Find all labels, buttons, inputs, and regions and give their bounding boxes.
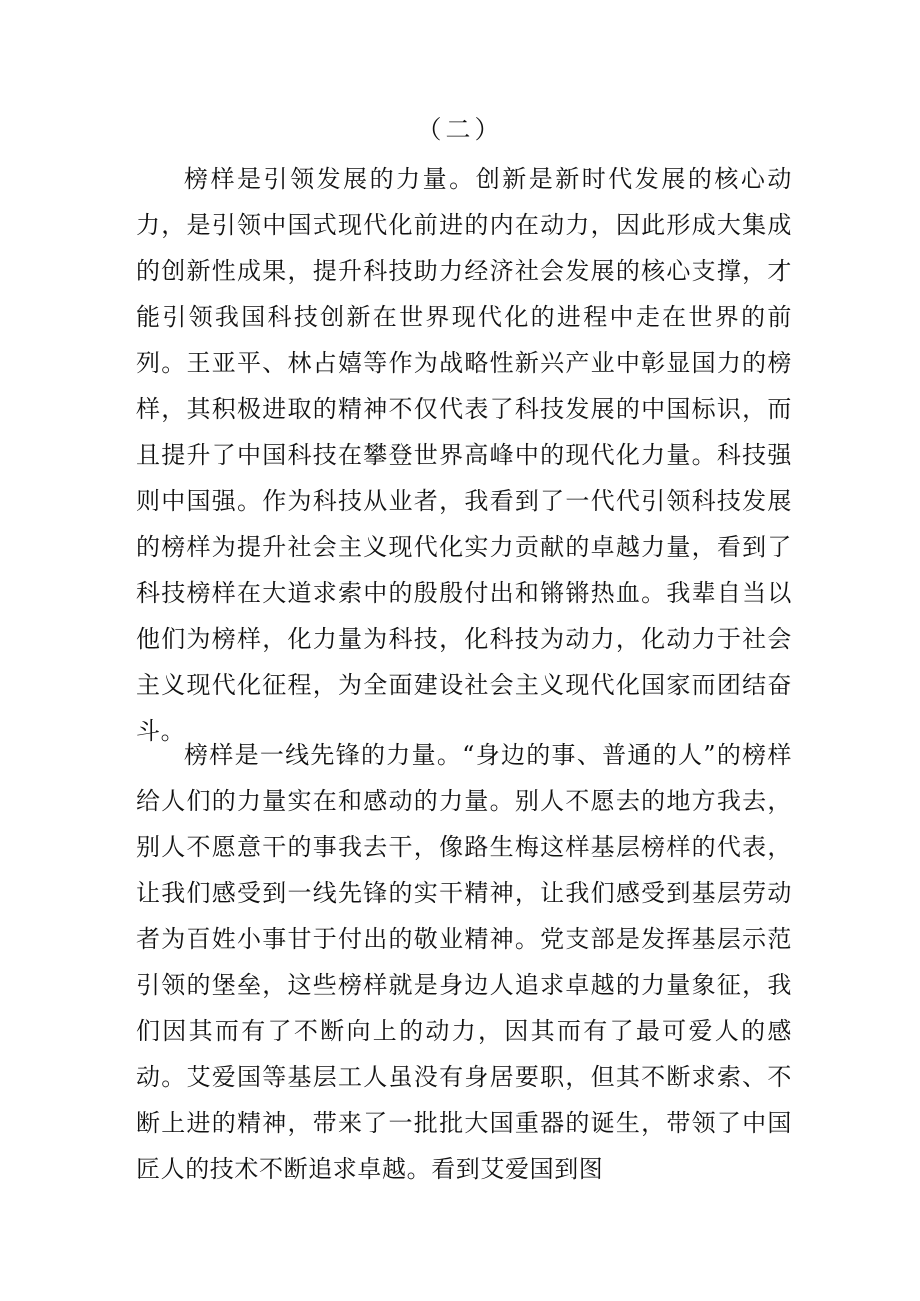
section-heading: （二） [416,115,504,144]
paragraph-role-models-development: 榜样是引领发展的力量。创新是新时代发展的核心动力，是引领中国式现代化前进的内在动力，因此形成大集成的创新性成果，提升科技助力经济社会发展的核心支撑，才能引领我国科技创新在世界现代化的进程中走在世界的前列。王亚平、林占嬉等作为战略性新兴产业中彰显国力的榜样，其积极进取的精神不仅代表了科技发展的中国标识，而且提升了中国科技在攀登世界高峰中的现代化力量。科技强则中国强。作为科技从业者，我看到了一代代引领科技发展的榜样为提升社会主义现代化实力贡献的卓越力量，看到了科技榜样在大道求索中的殷殷付出和锵锵热血。我辈自当以他们为榜样，化力量为科技，化科技为动力，化动力于社会主义现代化征程，为全面建设社会主义现代化国家而团结奋斗。 [136,165,792,745]
paragraph-role-models-frontline: 榜样是一线先锋的力量。“身边的事、普通的人”的榜样给人们的力量实在和感动的力量。别人不愿去的地方我去，别人不愿意干的事我去干，像路生梅这样基层榜样的代表，让我们感受到一线先锋的实干精神，让我们感受到基层劳动者为百姓小事甘于付出的敬业精神。党支部是发挥基层示范引领的堡垒，这些榜样就是身边人追求卓越的力量象征，我们因其而有了不断向上的动力，因其而有了最可爱人的感动。艾爱国等基层工人虽没有身居要职，但其不断求索、不断上进的精神，带来了一批批大国重器的诞生，带领了中国匠人的技术不断追求卓越。看到艾爱国到图 [136,741,792,1183]
